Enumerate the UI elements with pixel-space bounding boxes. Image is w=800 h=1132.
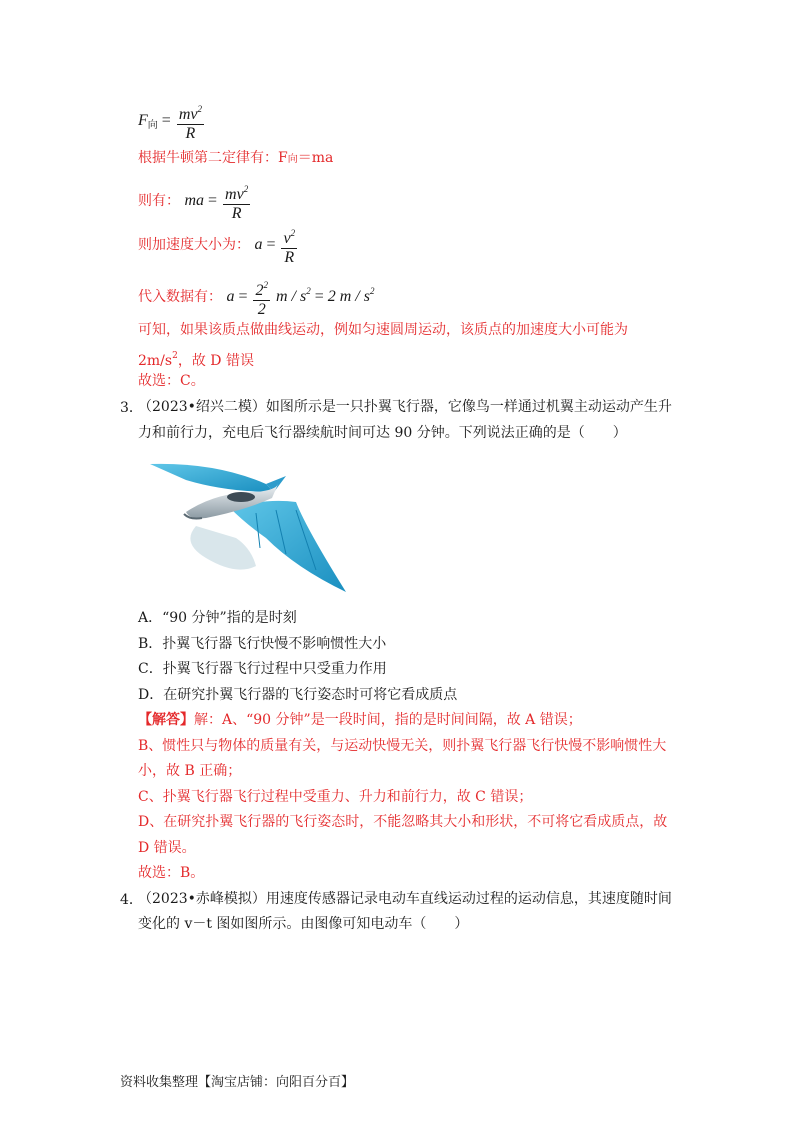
conclusion-line-1: 可知，如果该质点做曲线运动，例如匀速圆周运动，该质点的加速度大小可能为 [138,322,628,338]
then-line [138,180,252,223]
ma-symbol: ma [184,192,205,210]
option-a: A．“90 分钟”指的是时刻 [138,610,297,626]
exponent: 2 [290,228,296,238]
equals: = [238,288,248,306]
denominator: 2 [257,301,266,318]
conclusion-value: 2m/s [138,353,173,369]
equals: = [314,288,324,306]
result: 2 m / s [327,288,370,306]
sub-label: 代入数据有： [138,289,222,306]
question-3-number: 3． [120,400,143,416]
question-3-choice: 故选：B。 [138,865,205,881]
newton-subscript: 向 [287,154,298,165]
numerator: mv [178,106,198,123]
fraction [253,276,270,319]
a-symbol: a [226,288,235,306]
f-symbol: F [138,112,148,130]
centripetal-force-formula [138,100,206,143]
numerator: mv [225,186,244,203]
acceleration-line [138,224,299,267]
exponent: 2 [263,280,268,290]
fraction [281,224,297,267]
equals: = [208,192,218,210]
conclusion-line-2 [138,346,254,371]
question-4-stem-1: （2023•赤峰模拟）用速度传感器记录电动车直线运动过程的运动信息，其速度随时间 [138,891,672,907]
denominator: R [231,205,242,222]
denominator: R [284,249,295,266]
page-footer: 资料收集整理【淘宝店铺：向阳百分百】 [120,1075,355,1090]
answer-line-b2: 小，故 B 正确； [138,763,242,779]
exponent: 2 [197,104,202,114]
exponent: 2 [243,184,249,194]
option-b: B．扑翼飞行器飞行快慢不影响惯性大小 [138,636,387,652]
answer-line-d2: D 错误。 [138,840,196,856]
then-label: 则有： [138,193,180,210]
accel-label: 则加速度大小为： [138,237,250,254]
answer-tag: 【解答】 [138,712,194,728]
ornithopter-image [146,458,352,596]
answer-line-a [138,710,582,730]
fraction [177,100,204,143]
exponent: 2 [306,286,311,297]
newton-end: ＝ma [297,150,334,166]
question-3-stem-2: 力和前行力，充电后飞行器续航时间可达 90 分钟。下列说法正确的是（ ） [138,425,627,441]
conclusion-end: ，故 D 错误 [177,353,254,369]
prev-choice: 故选：C。 [138,373,205,389]
answer-line-b1: B、惯性只与物体的质量有关，与运动快慢无关，则扑翼飞行器飞行快慢不影响惯性大 [138,738,667,754]
equals: = [161,112,171,130]
denominator: R [185,125,196,142]
answer-line-d1: D、在研究扑翼飞行器的飞行姿态时，不能忽略其大小和形状，不可将它看成质点，故 [138,814,668,830]
a-symbol: a [254,236,263,254]
substitution-line [138,276,374,319]
newton-text: 根据牛顿第二定律有：F [138,150,288,166]
question-3-stem-1: （2023•绍兴二模）如图所示是一只扑翼飞行器，它像鸟一样通过机翼主动运动产生升 [138,399,672,415]
newton-law-line [138,148,333,170]
numerator: v [283,230,291,247]
option-c: C．扑翼飞行器飞行过程中只受重力作用 [138,661,387,677]
question-4-number: 4． [120,892,143,908]
conclusion-exponent: 2 [172,351,178,361]
answer-a-text: 解：A、“90 分钟”是一段时间，指的是时间间隔，故 A 错误； [194,712,582,728]
exponent: 2 [369,286,375,297]
unit: m / s [275,288,307,306]
fraction [223,180,250,223]
question-4-stem-2: 变化的 v－t 图如图所示。由图像可知电动车（ ） [138,916,469,932]
option-d: D．在研究扑翼飞行器的飞行姿态时可将它看成质点 [138,687,458,703]
equals: = [266,236,276,254]
f-subscript: 向 [147,120,158,132]
answer-line-c: C、扑翼飞行器飞行过程中受重力、升力和前行力，故 C 错误； [138,789,533,805]
numerator: 2 [255,282,264,299]
